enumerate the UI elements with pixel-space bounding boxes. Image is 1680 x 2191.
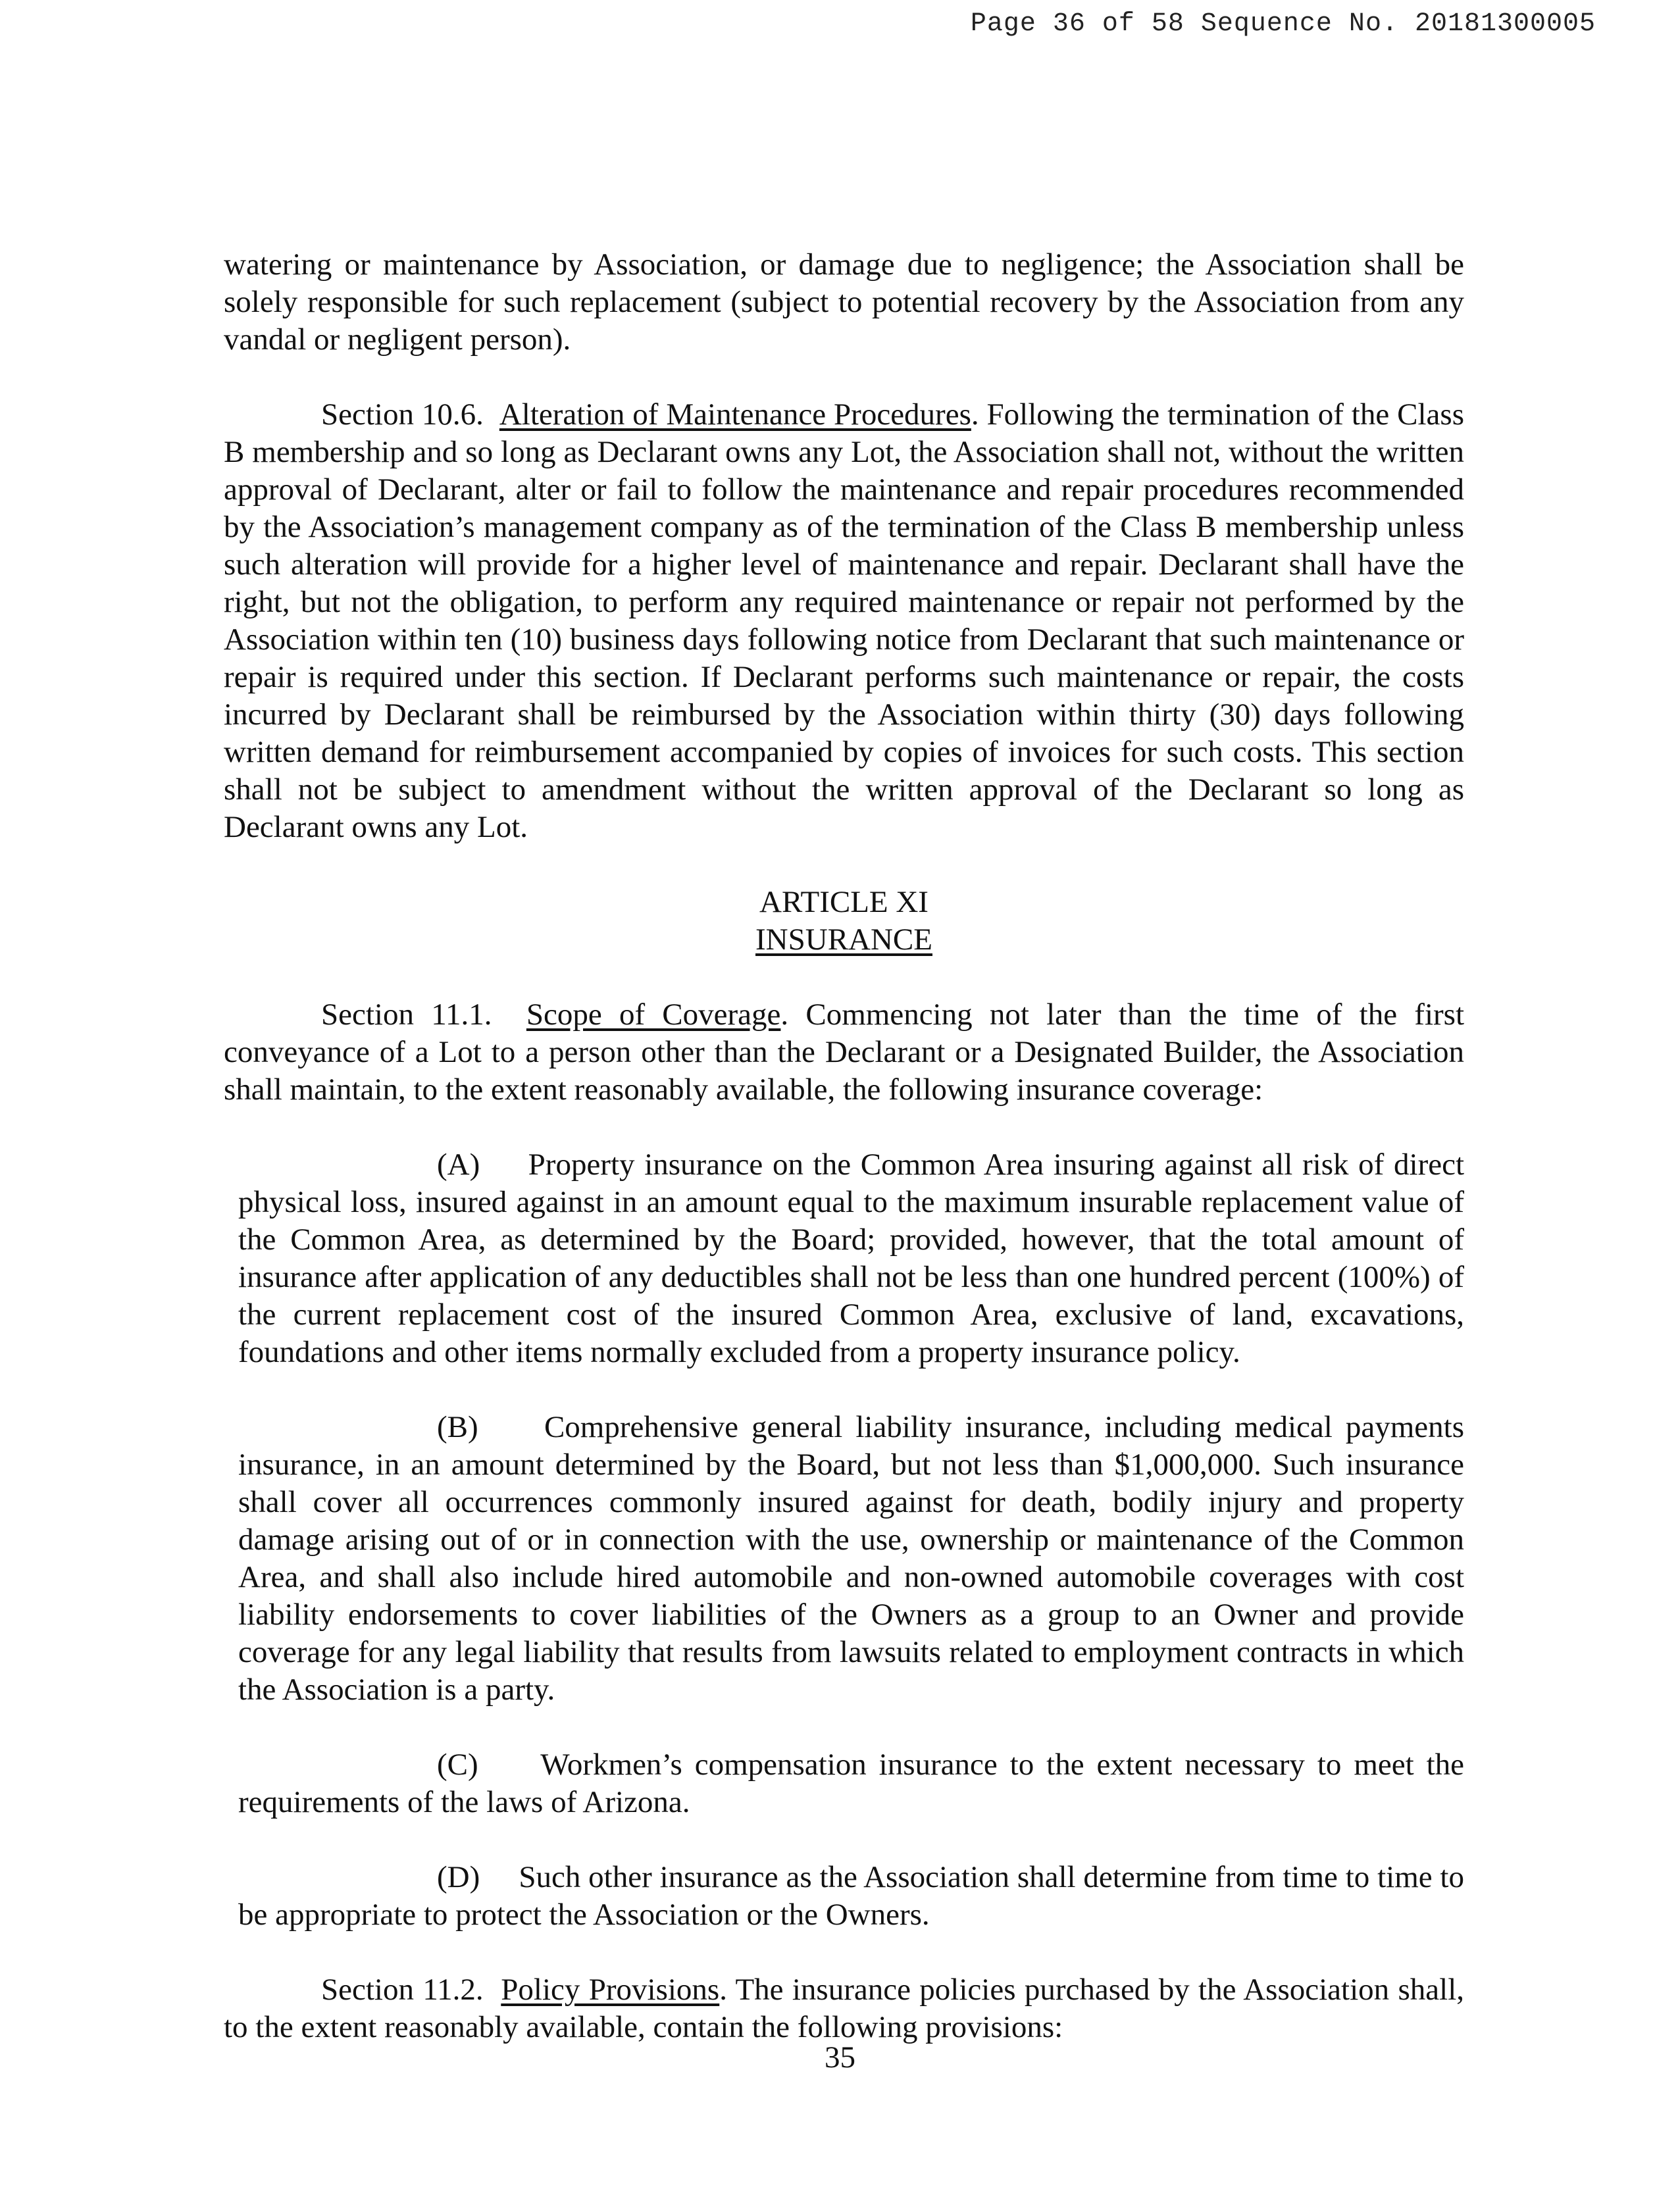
- section-text: . The insurance policies purchased by the Association shall, to the extent reasonably available, contain the following provisions:: [224, 1973, 1464, 2044]
- item-text: Such other insurance as the Association shall determine from time to time to be appropriate to protect the Association or the Owners.: [238, 1860, 1464, 1932]
- section-title: Alteration of Maintenance Procedures: [499, 397, 971, 432]
- section-title: Scope of Coverage: [526, 997, 781, 1032]
- item-text: Comprehensive general liability insurance, including medical payments insurance, in an amount determined by the Board, but not less than $1,000,000. Such insurance shall cover all occurrences commonly insured against for death, bodily injury and property damage arising out of or in connection with the use, ownership or maintenance of the Common Area, and shall also include hired automobile and non-owned automobile coverages with cost liability endorsements to cover liabilities of the Owners as a group to an Owner and provide coverage for any legal liability that results from lawsuits related to employment contracts in which the Association is a party.: [238, 1410, 1465, 1707]
- article-number: ARTICLE XI: [759, 885, 929, 919]
- item-label: (A): [437, 1147, 480, 1182]
- list-item-c: [224, 1746, 1464, 1821]
- section-number: Section 10.6.: [321, 397, 484, 432]
- section-title: Policy Provisions: [501, 1973, 720, 2007]
- item-text: Property insurance on the Common Area insuring against all risk of direct physical loss, insured against in an amount equal to the maximum insurable replacement value of the Common Area, as determined by the Board; provided, however, that the total amount of insurance after application of any deductibles shall not be less than one hundred percent (100%) of the current replacement cost of the insured Common Area, exclusive of land, excavations, foundations and other items normally excluded from a property insurance policy.: [238, 1147, 1464, 1369]
- item-label: (D): [437, 1860, 480, 1894]
- item-label: (B): [437, 1410, 478, 1444]
- section-number: Section 11.1.: [321, 997, 492, 1032]
- continuation-paragraph: watering or maintenance by Association, or damage due to negligence; the Association shall be solely responsible for such replacement (subject to potential recovery by the Association from any vandal or negligent person).: [224, 247, 1464, 357]
- section-11-1: [224, 996, 1464, 1109]
- page-header: Page 36 of 58 Sequence No. 20181300005: [970, 9, 1596, 39]
- article-title-wrap: [224, 921, 1464, 959]
- item-text: Workmen’s compensation insurance to the extent necessary to meet the requirements of the laws of Arizona.: [238, 1748, 1465, 1819]
- page-number: 35: [825, 2040, 855, 2075]
- list-item-a: [224, 1146, 1464, 1371]
- document-body: [224, 246, 1464, 2046]
- section-number: Section 11.2.: [321, 1973, 484, 2007]
- list-item-d: [224, 1859, 1464, 1934]
- section-11-2: [224, 1971, 1464, 2046]
- list-item-b: [224, 1409, 1464, 1709]
- item-label: (C): [437, 1748, 478, 1782]
- article-title: INSURANCE: [755, 922, 932, 957]
- section-text: . Following the termination of the Class B membership and so long as Declarant owns any Lot, the Association shall not, without the written approval of Declarant, alter or fail to follow the maintenance and repair procedures recommended by the Association’s management company as of the termination of the Class B membership unless such alteration will provide for a higher level of maintenance and repair. Declarant shall have the right, but not the obligation, to perform any required maintenance or repair not performed by the Association within ten (10) business days following notice from Declarant that such maintenance or repair is required under this section. If Declarant performs such maintenance or repair, the costs incurred by Declarant shall be reimbursed by the Association within thirty (30) days following written demand for reimbursement accompanied by copies of invoices for such costs. This section shall not be subject to amendment without the written approval of the Declarant so long as Declarant owns any Lot.: [224, 397, 1464, 844]
- section-10-6: [224, 396, 1464, 846]
- section-text: . Commencing not later than the time of the first conveyance of a Lot to a person other than the Declarant or a Designated Builder, the Association shall maintain, to the extent reasonably available, the following insurance coverage:: [224, 997, 1464, 1107]
